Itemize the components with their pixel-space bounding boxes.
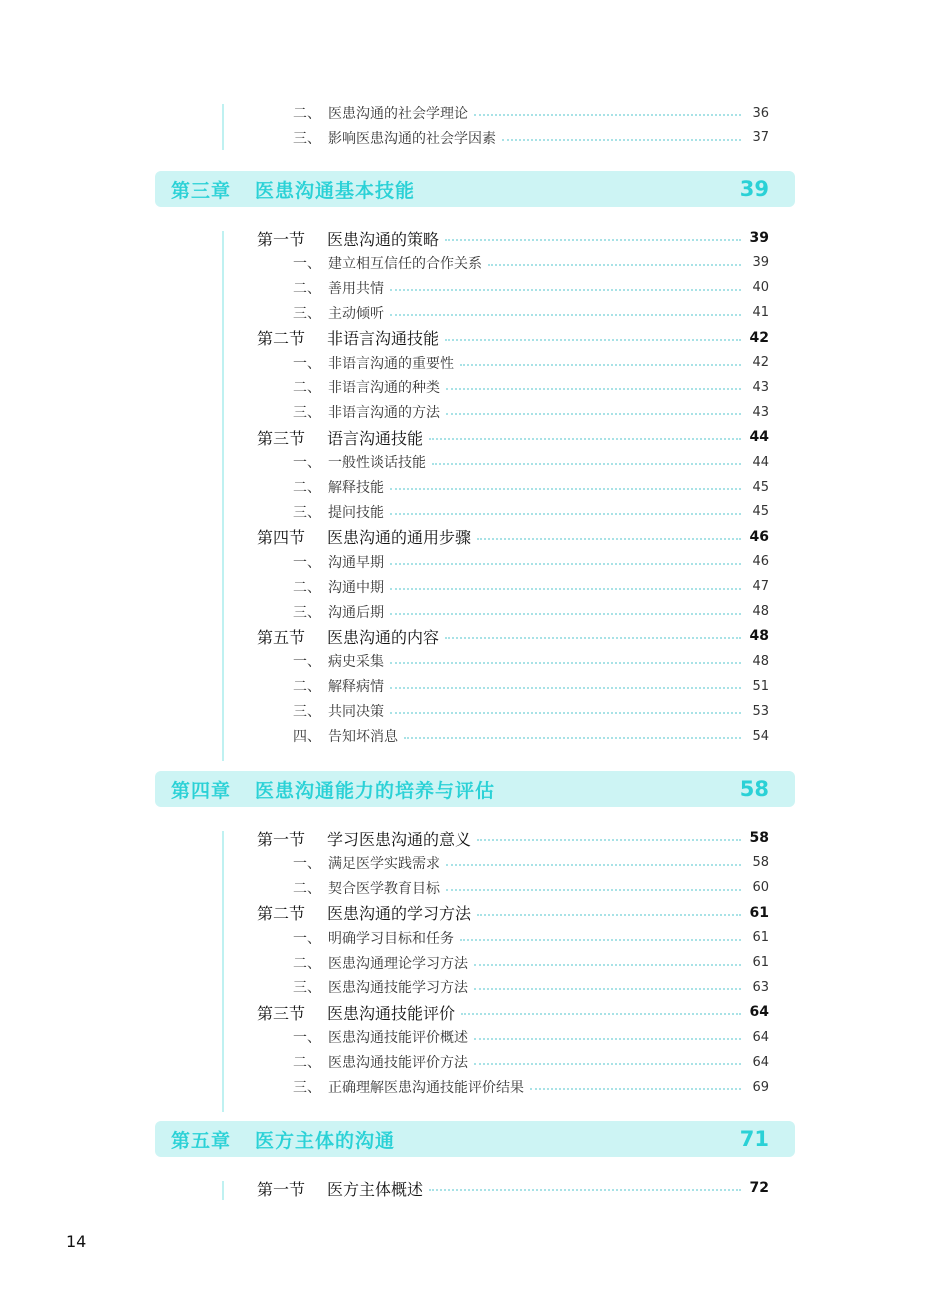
chapter-heading: [155, 771, 795, 807]
dot-leader: [429, 438, 741, 440]
entry-title: 医患沟通技能评价概述: [328, 1030, 468, 1047]
entry-title: 建立相互信任的合作关系: [328, 255, 482, 272]
entry-title: 正确理解医患沟通技能评价结果: [328, 1080, 524, 1096]
entry-number: 第四节: [257, 528, 306, 548]
toc-section-entry: [222, 1177, 769, 1199]
toc-section-entry: [222, 625, 769, 647]
entry-title: 提问技能: [328, 504, 384, 521]
toc-item-entry: [222, 601, 769, 623]
entry-title: 医患沟通的策略: [327, 229, 440, 249]
toc-item-entry: [222, 551, 769, 573]
chapter-page: 71: [739, 1127, 769, 1151]
entry-number: 一、: [293, 255, 321, 272]
entry-title: 医患沟通的通用步骤: [327, 528, 472, 548]
entry-page: 43: [752, 379, 769, 395]
entry-number: 第二节: [257, 904, 306, 924]
entry-title: 共同决策: [328, 704, 384, 721]
dot-leader: [530, 1088, 741, 1090]
entry-title: 医患沟通的学习方法: [327, 904, 472, 924]
entry-page: 41: [752, 305, 769, 321]
entry-title: 沟通中期: [328, 579, 384, 596]
toc-section-entry: [222, 1001, 769, 1023]
entry-page: 64: [752, 1029, 769, 1045]
entry-number: 三、: [293, 1080, 321, 1096]
entry-page: 47: [752, 579, 769, 595]
entry-title: 解释病情: [328, 679, 384, 696]
entry-number: 一、: [293, 355, 321, 372]
entry-page: 58: [749, 830, 769, 846]
entry-page: 44: [749, 429, 769, 446]
dot-leader: [461, 1013, 741, 1015]
toc-item-entry: [222, 725, 769, 747]
entry-number: 三、: [293, 130, 321, 147]
chapter-label: 第四章: [171, 779, 232, 802]
entry-number: 一、: [293, 554, 321, 571]
dot-leader: [445, 339, 741, 341]
dot-leader: [432, 463, 741, 465]
dot-leader: [390, 513, 741, 515]
entry-title: 满足医学实践需求: [328, 855, 440, 872]
toc-item-entry: [222, 252, 769, 274]
entry-page: 48: [752, 604, 769, 619]
chapter-label: 第三章: [171, 179, 232, 202]
entry-number: 三、: [293, 980, 321, 997]
entry-page: 39: [752, 255, 769, 271]
entry-title: 医患沟通的内容: [327, 627, 440, 647]
entry-number: 三、: [293, 504, 321, 521]
toc-section-entry: [222, 227, 769, 249]
chapter-heading: [155, 171, 795, 207]
entry-number: 第三节: [257, 428, 306, 448]
dot-leader: [477, 538, 741, 540]
dot-leader: [460, 939, 741, 941]
toc-item-entry: [222, 501, 769, 523]
entry-page: 61: [752, 955, 769, 970]
dot-leader: [390, 314, 741, 316]
entry-page: 39: [749, 230, 769, 246]
entry-title: 非语言沟通的方法: [328, 405, 440, 422]
entry-page: 46: [752, 554, 769, 570]
entry-page: 54: [752, 728, 769, 744]
toc-item-entry: [222, 476, 769, 498]
entry-title: 主动倾听: [328, 305, 384, 322]
dot-leader: [474, 988, 741, 990]
entry-page: 42: [752, 355, 769, 370]
entry-number: 二、: [293, 955, 321, 972]
entry-number: 二、: [293, 480, 321, 496]
entry-number: 一、: [293, 654, 321, 671]
entry-title: 沟通后期: [328, 604, 384, 621]
entry-page: 37: [752, 130, 769, 146]
entry-page: 36: [752, 105, 769, 121]
toc-item-entry: [222, 1026, 769, 1048]
entry-number: 二、: [293, 280, 321, 297]
entry-number: 三、: [293, 405, 321, 422]
dot-leader: [390, 588, 741, 590]
dot-leader: [390, 488, 741, 490]
entry-title: 契合医学教育目标: [328, 880, 440, 897]
entry-number: 三、: [293, 604, 321, 621]
entry-number: 三、: [293, 305, 321, 322]
dot-leader: [460, 364, 741, 366]
dot-leader: [390, 712, 741, 714]
dot-leader: [390, 662, 741, 664]
toc-section-entry: [222, 526, 769, 548]
toc-item-entry: [222, 877, 769, 899]
entry-number: 二、: [293, 579, 321, 596]
dot-leader: [390, 289, 741, 291]
entry-title: 医患沟通技能评价方法: [328, 1055, 468, 1072]
toc-item-entry: [222, 302, 769, 324]
entry-title: 学习医患沟通的意义: [327, 829, 472, 849]
entry-title: 医患沟通理论学习方法: [328, 955, 468, 972]
entry-title: 解释技能: [328, 480, 384, 496]
toc-section-entry: [222, 827, 769, 849]
toc-item-entry: [222, 1051, 769, 1073]
entry-title: 一般性谈话技能: [328, 455, 426, 472]
dot-leader: [477, 914, 741, 916]
toc-item-entry: [222, 1076, 769, 1098]
entry-title: 医方主体概述: [327, 1179, 424, 1199]
toc-item-entry: [222, 451, 769, 473]
toc-item-entry: [222, 852, 769, 874]
entry-page: 69: [752, 1079, 769, 1095]
toc-item-entry: [222, 127, 769, 149]
margin-rule: [222, 831, 224, 1112]
entry-title: 医患沟通技能评价: [327, 1003, 456, 1023]
chapter-title: 医方主体的沟通: [255, 1129, 396, 1152]
dot-leader: [488, 264, 741, 266]
toc-section-entry: [222, 902, 769, 924]
entry-page: 43: [752, 404, 769, 420]
entry-number: 二、: [293, 380, 321, 397]
toc-section-entry: [222, 327, 769, 349]
entry-page: 48: [752, 653, 769, 669]
entry-page: 58: [752, 855, 769, 871]
entry-title: 明确学习目标和任务: [328, 930, 454, 947]
toc-item-entry: [222, 401, 769, 423]
entry-number: 第一节: [257, 1179, 306, 1199]
entry-page: 45: [752, 504, 769, 520]
entry-number: 二、: [293, 1055, 321, 1072]
entry-title: 医患沟通的社会学理论: [328, 106, 468, 122]
entry-page: 64: [752, 1054, 769, 1070]
entry-number: 二、: [293, 679, 321, 696]
margin-rule: [222, 231, 224, 761]
dot-leader: [502, 139, 741, 141]
entry-title: 非语言沟通技能: [327, 329, 440, 349]
entry-title: 影响医患沟通的社会学因素: [328, 130, 496, 147]
dot-leader: [404, 737, 741, 739]
toc-item-entry: [222, 352, 769, 374]
entry-number: 四、: [293, 729, 321, 745]
toc-item-entry: [222, 927, 769, 949]
page-number: 14: [66, 1232, 87, 1251]
entry-page: 45: [752, 479, 769, 495]
chapter-label: 第五章: [171, 1129, 232, 1152]
entry-page: 61: [749, 904, 769, 921]
entry-title: 病史采集: [328, 654, 384, 671]
entry-number: 第一节: [257, 229, 306, 249]
entry-title: 医患沟通技能学习方法: [328, 980, 468, 997]
entry-number: 第一节: [257, 829, 306, 849]
toc-item-entry: [222, 650, 769, 672]
chapter-page: 39: [739, 177, 769, 201]
entry-page: 63: [752, 979, 769, 995]
entry-number: 二、: [293, 880, 321, 897]
toc-item-entry: [222, 675, 769, 697]
entry-page: 64: [749, 1004, 769, 1021]
entry-page: 42: [749, 329, 769, 346]
entry-page: 72: [749, 1180, 769, 1196]
entry-title: 非语言沟通的重要性: [328, 355, 454, 372]
dot-leader: [445, 637, 741, 639]
entry-number: 一、: [293, 855, 321, 872]
toc-item-entry: [222, 700, 769, 722]
dot-leader: [446, 388, 741, 390]
entry-title: 沟通早期: [328, 554, 384, 571]
toc-section-entry: [222, 426, 769, 448]
entry-page: 60: [752, 880, 769, 896]
entry-number: 一、: [293, 455, 321, 472]
dot-leader: [390, 687, 741, 689]
chapter-page: 58: [739, 777, 769, 801]
entry-number: 第三节: [257, 1003, 306, 1023]
entry-page: 44: [752, 454, 769, 470]
entry-number: 第五节: [257, 627, 306, 647]
entry-page: 48: [749, 628, 769, 645]
entry-title: 告知坏消息: [328, 729, 398, 745]
entry-page: 40: [752, 280, 769, 296]
entry-number: 二、: [293, 106, 321, 122]
entry-number: 一、: [293, 1030, 321, 1047]
entry-page: 53: [752, 703, 769, 719]
margin-rule: [222, 1181, 224, 1200]
dot-leader: [429, 1189, 741, 1191]
chapter-title: 医患沟通基本技能: [255, 179, 416, 202]
dot-leader: [477, 839, 741, 841]
entry-number: 第二节: [257, 329, 306, 349]
toc-item-entry: [222, 952, 769, 974]
chapter-title: 医患沟通能力的培养与评估: [255, 779, 496, 802]
dot-leader: [474, 1063, 741, 1065]
dot-leader: [446, 864, 741, 866]
dot-leader: [474, 1038, 741, 1040]
dot-leader: [445, 239, 741, 241]
dot-leader: [474, 114, 741, 116]
dot-leader: [446, 889, 741, 891]
chapter-heading: [155, 1121, 795, 1157]
entry-number: 一、: [293, 930, 321, 947]
toc-item-entry: [222, 376, 769, 398]
toc-item-entry: [222, 976, 769, 998]
entry-title: 善用共情: [328, 280, 384, 297]
dot-leader: [446, 413, 741, 415]
dot-leader: [390, 613, 741, 615]
entry-title: 语言沟通技能: [327, 428, 424, 448]
entry-title: 非语言沟通的种类: [328, 380, 440, 397]
dot-leader: [474, 964, 741, 966]
toc-item-entry: [222, 576, 769, 598]
entry-page: 51: [752, 678, 769, 694]
entry-number: 三、: [293, 704, 321, 721]
toc-item-entry: [222, 102, 769, 124]
entry-page: 61: [752, 930, 769, 946]
toc-item-entry: [222, 277, 769, 299]
dot-leader: [390, 563, 741, 565]
entry-page: 46: [749, 528, 769, 545]
